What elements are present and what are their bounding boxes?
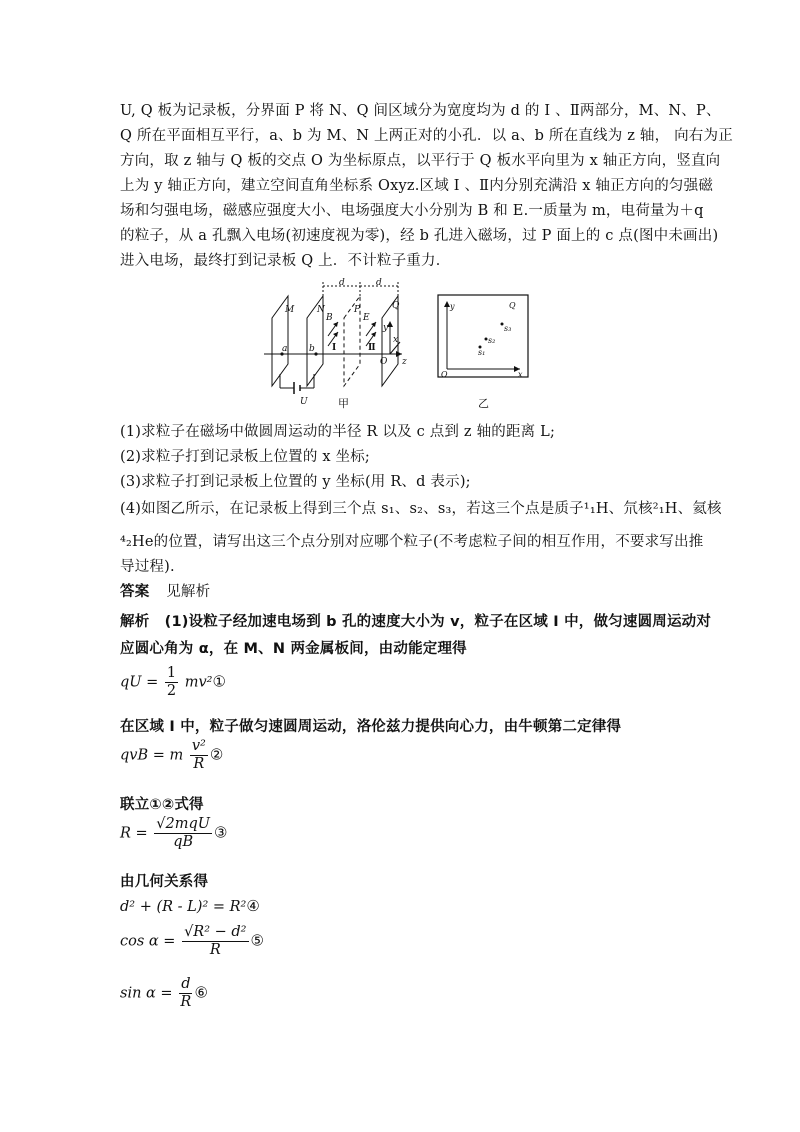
label-b-field: B xyxy=(326,313,333,323)
label-region-2: Ⅱ xyxy=(368,343,376,353)
caption-jia: 甲 xyxy=(338,397,349,410)
solution-line-2: 应圆心角为 α，在 M、N 两金属板间，由动能定理得 xyxy=(120,641,467,657)
yi-label-x: x xyxy=(518,370,523,379)
problem-line-3: 方向，取 z 轴与 Q 板的交点 O 为坐标原点，以平行于 Q 板水平向里为 x 轴正方向，竖直向 xyxy=(120,153,721,169)
label-a: a xyxy=(282,344,288,354)
formula-4: d² + (R - L)² = R²④ xyxy=(120,897,260,915)
label-region-1: Ⅰ xyxy=(332,343,337,353)
label-y: y xyxy=(383,323,389,333)
question-4-line-3: 导过程). xyxy=(120,559,175,575)
yi-label-s2: s₂ xyxy=(488,336,496,345)
problem-line-1: U, Q 板为记录板，分界面 P 将 N、Q 间区域分为宽度均为 d 的 Ⅰ 、Ⅱ两部分，M、N、P、 xyxy=(120,103,721,119)
problem-line-7: 进入电场，最终打到记录板 Q 上．不计粒子重力． xyxy=(120,253,451,269)
question-2: (2)求粒子打到记录板上位置的 x 坐标; xyxy=(120,449,371,465)
problem-line-6: 的粒子，从 a 孔飘入电场(初速度视为零)，经 b 孔进入磁场，过 P 面上的 c 点(图中未画出) xyxy=(120,228,719,244)
solution-line-4: 联立①②式得 xyxy=(120,797,204,813)
label-b: b xyxy=(309,344,315,354)
formula-1: qU = $\frac{1}{2}$ mv²① xyxy=(120,665,226,699)
yi-label-s1: s₁ xyxy=(478,348,486,357)
answer-label: 答案 xyxy=(120,584,150,600)
label-z: z xyxy=(402,357,407,367)
question-1: (1)求粒子在磁场中做圆周运动的半径 R 以及 c 点到 z 轴的距离 L; xyxy=(120,424,556,440)
solution-line-5: 由几何关系得 xyxy=(120,874,209,890)
problem-line-2: Q 所在平面相互平行，a、b 为 M、N 上两正对的小孔．以 a、b 所在直线为 z 轴， 向右为正 xyxy=(120,128,733,144)
yi-label-o: O xyxy=(441,370,448,379)
solution-line-3: 在区域 Ⅰ 中，粒子做匀速圆周运动，洛伦兹力提供向心力，由牛顿第二定律得 xyxy=(120,719,622,735)
label-q: Q xyxy=(392,301,400,311)
label-o: O xyxy=(380,357,388,367)
formula-5: cos α = $\frac{\text{√R² − d²}}{R}$ ⑤ xyxy=(120,924,264,958)
question-3: (3)求粒子打到记录板上位置的 y 坐标(用 R、d 表示); xyxy=(120,474,471,490)
problem-line-5: 场和匀强电场，磁感应强度大小、电场强度大小分别为 B 和 E.一质量为 m，电荷量为＋q xyxy=(120,203,704,219)
yi-label-y: y xyxy=(450,302,455,311)
label-d2: d xyxy=(376,278,382,288)
question-4-line-2: ⁴₂He的位置，请写出这三个点分别对应哪个粒子(不考虑粒子间的相互作用，不要求写出推 xyxy=(120,534,704,550)
yi-label-q: Q xyxy=(509,301,516,310)
hole-b xyxy=(314,352,317,355)
yi-label-s3: s₃ xyxy=(504,324,512,333)
formula-3: R = $\frac{\text{√2mqU}}{qB}$ ③ xyxy=(120,816,228,850)
label-p: P xyxy=(354,305,361,315)
formula-6: sin α = $\frac{d}{R}$ ⑥ xyxy=(120,976,208,1010)
answer-text: 见解析 xyxy=(166,584,211,600)
problem-line-4: 上为 y 轴正方向，建立空间直角坐标系 Oxyz.区域 Ⅰ 、Ⅱ内分别充满沿 x 轴正方向的匀强磁 xyxy=(120,178,714,194)
solution-line-1 xyxy=(120,610,711,631)
label-d1: d xyxy=(339,278,345,288)
solution-label: 解析 xyxy=(120,614,150,630)
label-x: x xyxy=(393,335,399,345)
label-n: N xyxy=(317,305,325,315)
formula-2: qvB = m $\frac{\text{v²}}{R}$ ② xyxy=(120,738,224,772)
caption-yi: 乙 xyxy=(478,397,489,410)
label-m: M xyxy=(285,305,295,315)
figure-yi xyxy=(434,291,534,381)
label-u: U xyxy=(300,397,308,407)
figure-jia xyxy=(262,278,422,408)
solution-text-1: (1)设粒子经加速电场到 b 孔的速度大小为 v，粒子在区域 Ⅰ 中，做匀速圆周运动对 xyxy=(164,614,712,630)
question-4-line-1: (4)如图乙所示，在记录板上得到三个点 s₁、s₂、s₃，若这三个点是质子¹₁H、氘核²₁H、氦核 xyxy=(120,501,722,517)
answer-row xyxy=(120,580,210,601)
label-e-field: E xyxy=(363,313,370,323)
